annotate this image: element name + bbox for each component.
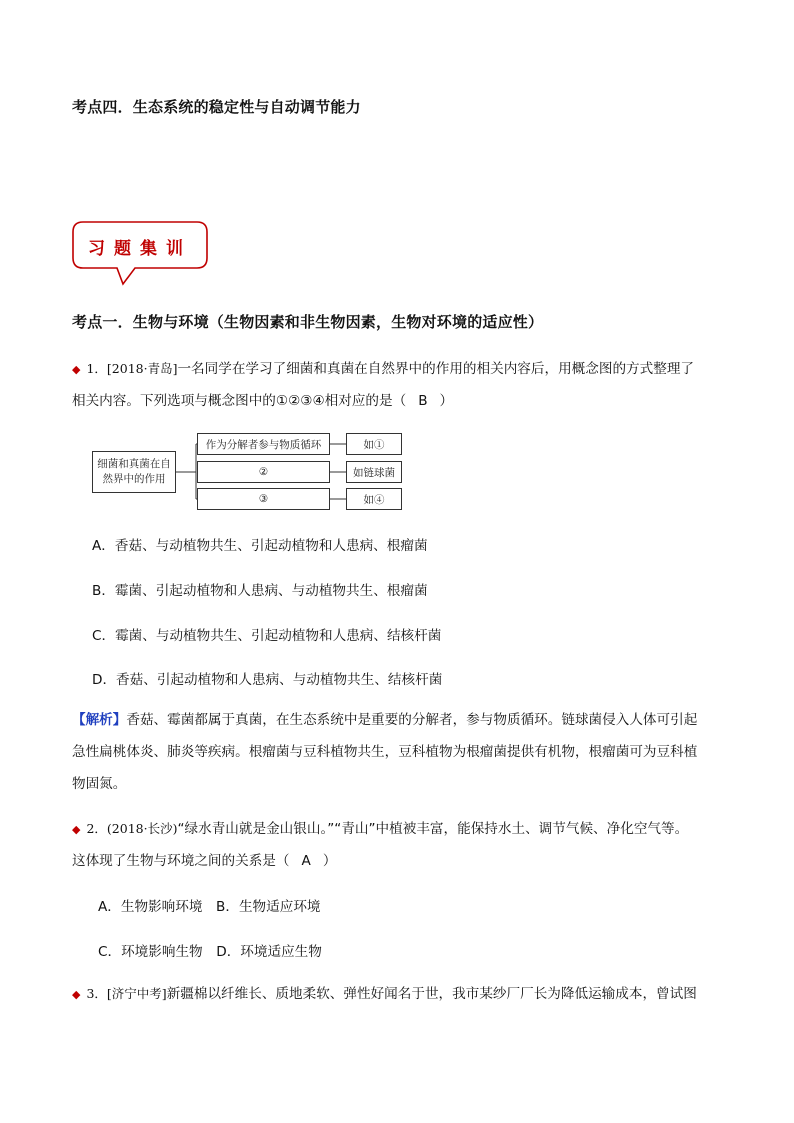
- q3-text: [72, 980, 742, 1009]
- diagram-mid-box-3: ③: [197, 488, 330, 510]
- q1-line2-post: ）: [439, 393, 454, 409]
- diagram-right-box-3: 如④: [346, 488, 402, 510]
- q1-analysis-line2: 急性扁桃体炎、肺炎等疾病。根瘤菌与豆科植物共生，豆科植物为根瘤菌提供有机物，根瘤菌可为豆科植: [72, 744, 698, 760]
- section4-title: 考点四．生态系统的稳定性与自动调节能力: [72, 98, 361, 116]
- q2-options-row1: A．生物影响环境 B．生物适应环境: [98, 899, 321, 915]
- section1-title: 考点一．生物与环境（生物因素和非生物因素，生物对环境的适应性）: [72, 313, 544, 331]
- q2-line1: “绿水青山就是金山银山。”“青山”中植被丰富，能保持水土、调节气候、净化空气等。: [177, 821, 689, 837]
- q1-text: [72, 355, 732, 384]
- exercise-banner: [73, 222, 207, 268]
- q3-source: [济宁中考]: [106, 986, 167, 1001]
- q2-text: [72, 815, 742, 844]
- q2-line2-post: ）: [322, 853, 337, 869]
- q2-line2-pre: 这体现了生物与环境之间的关系是（: [72, 853, 290, 869]
- diamond-bullet-icon: ◆: [72, 823, 81, 836]
- diagram-main-box: 细菌和真菌在自然界中的作用: [92, 451, 176, 493]
- q3-line1: 新疆棉以纤维长、质地柔软、弹性好闻名于世，我市某纱厂厂长为降低运输成本，曾试图: [166, 986, 697, 1002]
- q1-line1: 一名同学在学习了细菌和真菌在自然界中的作用的相关内容后，用概念图的方式整理了: [177, 361, 695, 377]
- diagram-mid-box-2: ②: [197, 461, 330, 483]
- diagram-mid-box-1: 作为分解者参与物质循环: [197, 433, 330, 455]
- diagram-right-box-1: 如①: [346, 433, 402, 455]
- q2-line2: [72, 847, 336, 875]
- q1-line2: [72, 387, 453, 415]
- diamond-bullet-icon: ◆: [72, 988, 81, 1001]
- analysis-text-1: 香菇、霉菌都属于真菌，在生态系统中是重要的分解者，参与物质循环。链球菌侵入人体可引起: [126, 712, 698, 728]
- q2-number: 2．: [86, 821, 107, 836]
- q1-option-a: A．香菇、与动植物共生、引起动植物和人患病、根瘤菌: [92, 538, 428, 554]
- diamond-bullet-icon: ◆: [72, 363, 81, 376]
- q1-number: 1．: [86, 361, 107, 376]
- q1-analysis-line1: [72, 706, 732, 734]
- q2-options-row2: C．环境影响生物 D．环境适应生物: [98, 944, 322, 960]
- banner-label: 习题集训: [88, 239, 192, 259]
- q1-option-b: B．霉菌、引起动植物和人患病、与动植物共生、根瘤菌: [92, 583, 428, 599]
- diagram-right-box-2: 如链球菌: [346, 461, 402, 483]
- q1-option-d: D．香菇、引起动植物和人患病、与动植物共生、结核杆菌: [92, 672, 443, 688]
- q3-number: 3．: [86, 986, 107, 1001]
- analysis-label: 【解析】: [72, 712, 127, 728]
- concept-diagram: [92, 432, 412, 512]
- q2-source: (2018·长沙): [106, 821, 178, 836]
- q1-answer: B: [418, 393, 428, 409]
- q1-line2-pre: 相关内容。下列选项与概念图中的①②③④相对应的是（: [72, 393, 407, 409]
- q2-answer: A: [301, 853, 311, 869]
- q1-analysis-line3: 物固氮。: [72, 776, 127, 792]
- q1-source: [2018·青岛]: [106, 361, 178, 376]
- q1-option-c: C．霉菌、与动植物共生、引起动植物和人患病、结核杆菌: [92, 628, 442, 644]
